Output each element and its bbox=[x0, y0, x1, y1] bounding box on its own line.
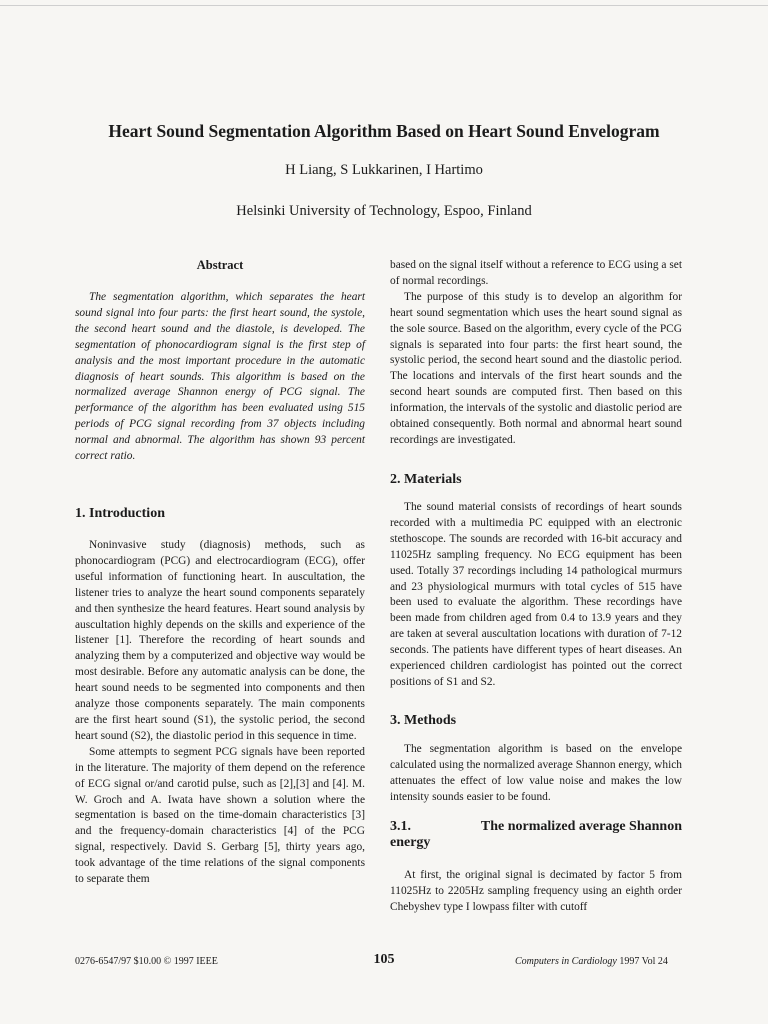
paper-authors: H Liang, S Lukkarinen, I Hartimo bbox=[285, 162, 483, 178]
right-intro-body bbox=[390, 258, 682, 449]
materials-heading: 2. Materials bbox=[390, 472, 462, 487]
page-number: 105 bbox=[373, 952, 395, 967]
introduction-heading: 1. Introduction bbox=[75, 506, 165, 521]
subsection-heading bbox=[390, 819, 682, 851]
journal-name: Computers in Cardiology bbox=[515, 956, 617, 967]
journal-info bbox=[515, 956, 668, 967]
methods-text: The segmentation algorithm is based on the envelope calculated using the normalized average Shannon energy, which attenuates the effect of low value noise and makes the low intensity sounds easier to be found. bbox=[390, 743, 682, 803]
paper-title: Heart Sound Segmentation Algorithm Based on Heart Sound Envelogram bbox=[108, 121, 660, 141]
introduction-paragraph-2: Some attempts to segment PCG signals have been reported in the literature. The majority of them depend on the reference of ECG signal or/and carotid pulse, such as [2],[3] and [4]. M. W. Groch and A. Iwata have shown a solution where the segmentation is based on the time-domain characteristics [3] and the frequency-domain characteristics [4] of the PCG signal, respectively. David S. Gerbarg [5], thirty years ago, took advantage of the time relations of the signal components to separate them bbox=[75, 745, 365, 886]
copyright-line: 0276-6547/97 $10.00 © 1997 IEEE bbox=[75, 956, 218, 967]
top-rule bbox=[0, 5, 768, 6]
methods-body bbox=[390, 742, 682, 806]
journal-volume: 1997 Vol 24 bbox=[619, 956, 668, 967]
paper-affiliation: Helsinki University of Technology, Espoo, Finland bbox=[236, 203, 532, 219]
abstract-text: The segmentation algorithm, which separates the heart sound signal into four parts: the first heart sound, the systole, the second heart sound and the diastole, is developed. The segmentation of phonocardiogram signal is the first step of analysis and the most important procedure in the automatic diagnosis of heart sounds. This algorithm is based on the normalized average Shannon energy of PCG signal. The performance of the algorithm has been evaluated using 515 periods of PCG signal recording from 37 objects including normal and abnormal. The algorithm has shown 93 percent correct ratio. bbox=[75, 291, 365, 463]
abstract-heading: Abstract bbox=[196, 258, 244, 272]
introduction-paragraph-1: Noninvasive study (diagnosis) methods, such as phonocardiogram (PCG) and electrocardiogram (ECG), offer useful information of functioning heart. In auscultation, the listener tries to analyze the heart sound components separately and then synthesize the heard features. Heart sound analysis by auscultation highly depends on the skills and experience of the listener [1]. Therefore the recording of heart sounds and analyzing them by a computerized and objective way would be most desirable. Before any automatic analysis can be done, the heart sound needs to be segmented into components and then analyze those components separately. The main components are the first heart sound (S1), the systolic period, the second heart sound (S2), the diastolic period in this sequence in time. bbox=[75, 539, 365, 742]
subsection-title-line-1: The normalized average Shannon bbox=[480, 819, 682, 834]
methods-heading: 3. Methods bbox=[390, 713, 457, 728]
materials-text: The sound material consists of recordings of heart sounds recorded with a multimedia PC equipped with an electronic stethoscope. The sounds are recorded with 16-bit accuracy and 11025Hz sampling frequency. No ECG equipment has been used. Totally 37 recordings including 14 pathological murmurs and 23 physiological murmurs with total cycles of 515 have been used to evaluate the algorithm. These recordings have been made from children aged from 0.4 to 13.9 years and they are taken at several auscultation locations with duration of 7-12 seconds. The patients have different types of heart diseases. An experienced children cardiologist has pointed out the correct positions of S1 and S2. bbox=[390, 501, 682, 688]
intro-continuation: based on the signal itself without a reference to ECG using a set of normal recordings. bbox=[390, 259, 682, 287]
abstract-body bbox=[75, 290, 365, 465]
subsection-body bbox=[390, 868, 682, 916]
subsection-title-line-2: energy bbox=[390, 835, 431, 850]
subsection-number: 3.1. bbox=[390, 819, 411, 834]
subsection-text: At first, the original signal is decimated by factor 5 from 11025Hz to 2205Hz sampling frequency using an eighth order Chebyshev type I lowpass filter with cutoff bbox=[390, 869, 682, 913]
purpose-paragraph: The purpose of this study is to develop an algorithm for heart sound segmentation which uses the heart sound signal as the sole source. Based on the algorithm, every cycle of the PCG signals is separated into four parts: the first heart sound, the systolic period, the second heart sound and the diastolic period. The locations and intervals of the first heart sounds and the second heart sounds are computed first. Then based on this information, the intervals of the systolic and diastolic period are obtained consequently. Both normal and abnormal heart sound recordings are investigated. bbox=[390, 290, 682, 446]
materials-body bbox=[390, 500, 682, 691]
introduction-body bbox=[75, 538, 365, 888]
